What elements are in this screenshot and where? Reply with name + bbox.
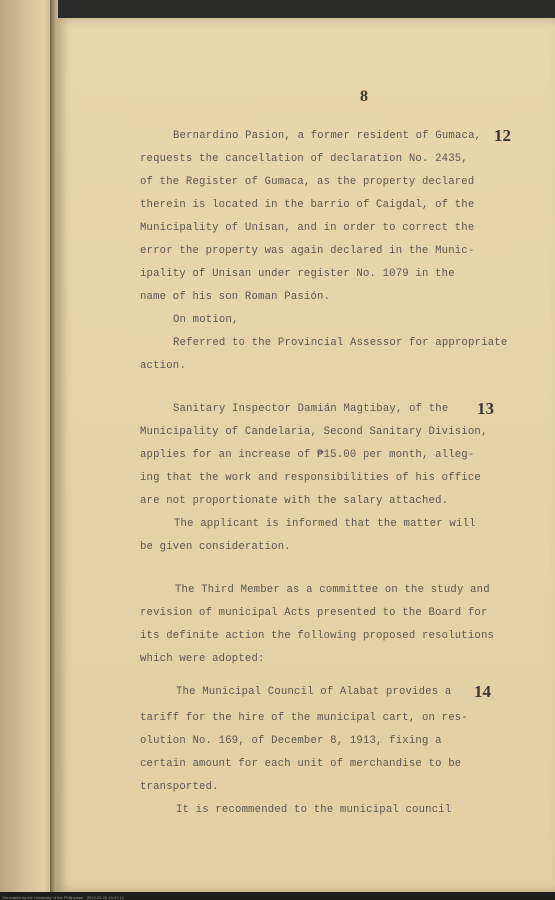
text-line: The Third Member as a committee on the study and	[175, 584, 490, 596]
text-line: It is recommended to the municipal council	[176, 804, 452, 816]
margin-item-number: 14	[474, 682, 491, 701]
page-number: 8	[360, 88, 368, 105]
text-line: transported.	[140, 781, 219, 793]
text-line: applies for an increase of ₱15.00 per month, alleg-	[140, 449, 475, 461]
text-line: name of his son Roman Pasión.	[140, 291, 331, 303]
text-line: On motion,	[173, 314, 239, 326]
text-line: olution No. 169, of December 8, 1913, fixing a	[140, 735, 442, 747]
text-line: Municipality of Unisan, and in order to correct the	[140, 222, 475, 234]
footer-strip	[0, 892, 555, 900]
text-line: of the Register of Gumaca, as the property declared	[140, 176, 475, 188]
text-line: ipality of Unisan under register No. 1079 in the	[140, 268, 455, 280]
text-line: The applicant is informed that the matter will	[174, 518, 476, 530]
text-line: are not proportionate with the salary attached.	[140, 495, 449, 507]
footer-text: Generated by the University of the Philippines · 2019-03-26 15:41:12	[2, 895, 124, 900]
text-line: be given consideration.	[140, 541, 291, 553]
text-line: error the property was again declared in the Munic-	[140, 245, 475, 257]
text-line: Bernardino Pasion, a former resident of Gumaca,	[173, 130, 482, 142]
text-line: Sanitary Inspector Damián Magtibay, of the	[173, 403, 449, 415]
text-line: action.	[140, 360, 186, 372]
text-line: Municipality of Candelaria, Second Sanitary Division,	[140, 426, 488, 438]
text-line: ing that the work and responsibilities of his office	[140, 472, 481, 484]
text-line: certain amount for each unit of merchandise to be	[140, 758, 462, 770]
text-line: requests the cancellation of declaration No. 2435,	[140, 153, 468, 165]
document-page	[56, 18, 555, 892]
text-line: revision of municipal Acts presented to the Board for	[140, 607, 488, 619]
text-line: tariff for the hire of the municipal cart, on res-	[140, 712, 468, 724]
text-line: therein is located in the barrio of Caigdal, of the	[140, 199, 475, 211]
text-line: its definite action the following proposed resolutions	[140, 630, 495, 642]
text-line: The Municipal Council of Alabat provides a	[176, 686, 452, 698]
text-line: which were adopted:	[140, 653, 265, 665]
margin-item-number: 12	[494, 126, 511, 145]
text-line: Referred to the Provincial Assessor for appropriate	[173, 337, 508, 349]
margin-item-number: 13	[477, 399, 494, 418]
left-page-edge	[0, 0, 53, 892]
